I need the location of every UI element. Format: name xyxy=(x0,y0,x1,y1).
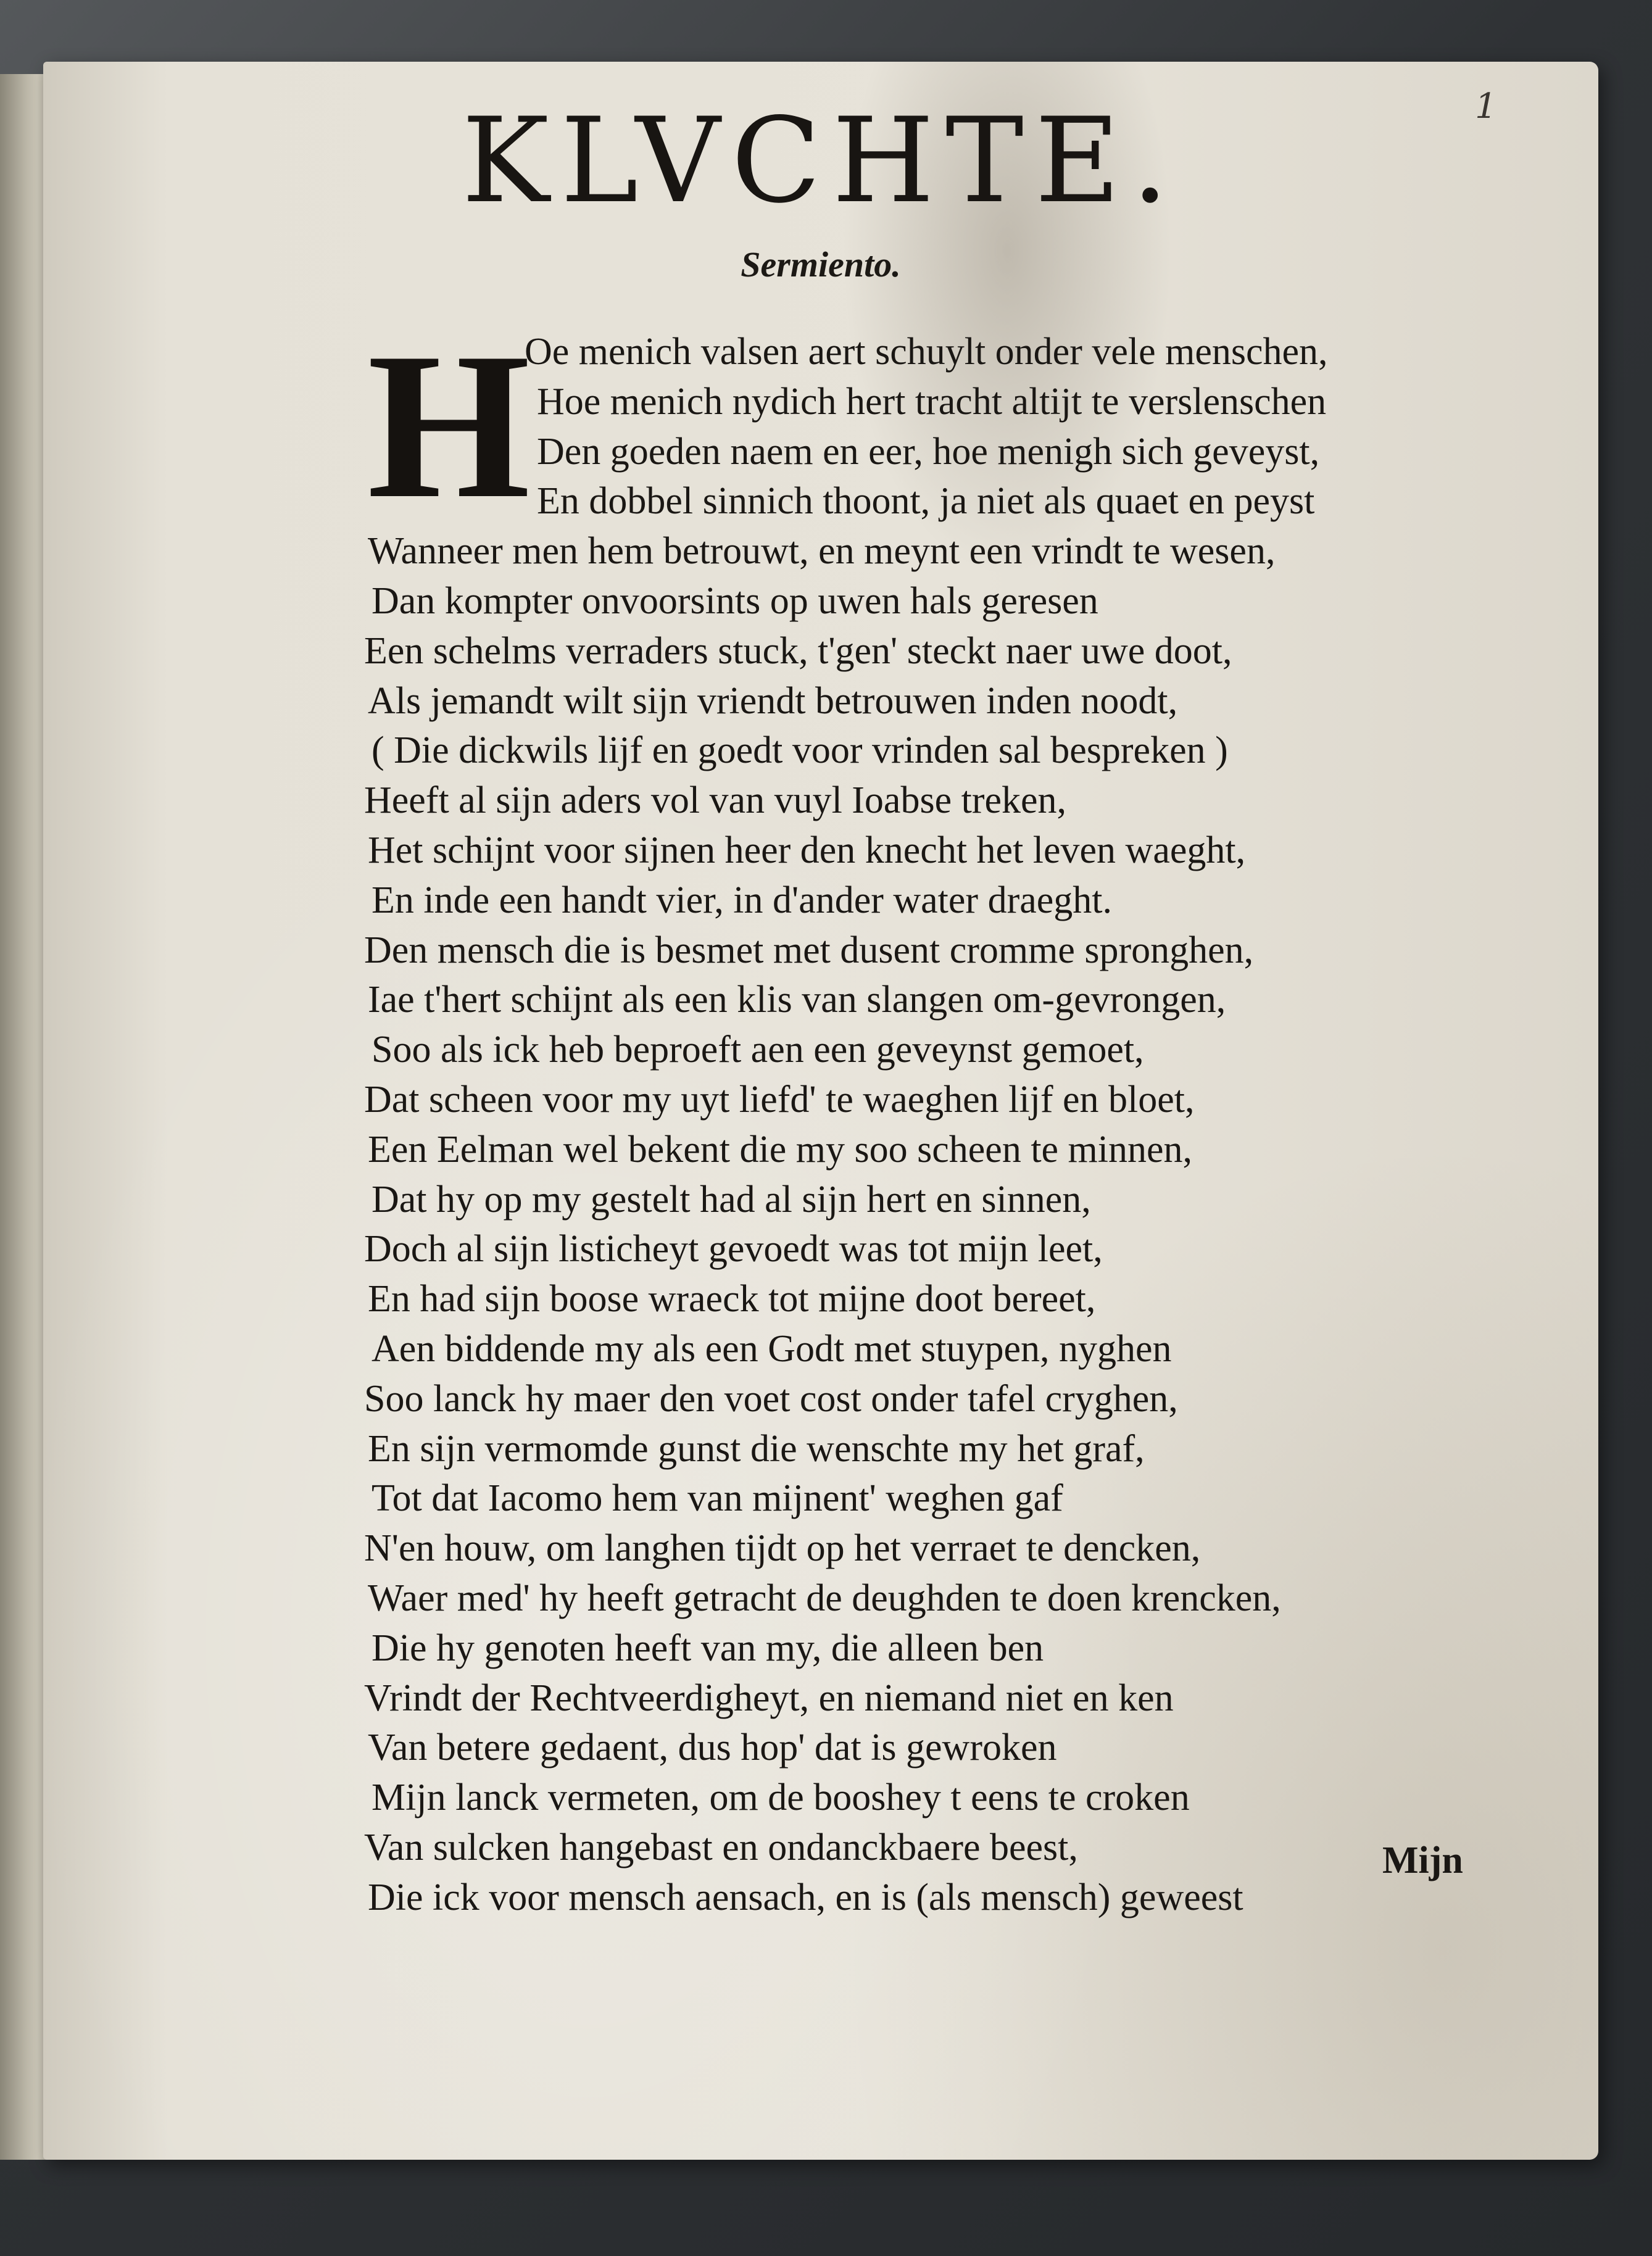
verse-line: En inde een handt vier, in d'ander water draeght. xyxy=(371,879,1112,921)
verse-line: Een Eelman wel bekent die my soo scheen te minnen, xyxy=(368,1129,1193,1171)
catchword: Mijn xyxy=(1382,1839,1463,1881)
verse-line: Dan kompter onvoorsints op uwen hals geresen xyxy=(371,580,1098,622)
verse-line: Die ick voor mensch aensach, en is (als mensch) geweest xyxy=(368,1877,1243,1918)
verse-line: Mijn lanck vermeten, om de booshey t eens te croken xyxy=(371,1777,1190,1818)
page-number: 1 xyxy=(1475,86,1497,126)
verse-line: N'en houw, om langhen tijdt op het verraet te dencken, xyxy=(364,1527,1201,1569)
speaker-name: Sermiento. xyxy=(741,244,901,284)
book-page xyxy=(43,62,1598,2160)
verse-line: Waer med' hy heeft getracht de deughden te doen krencken, xyxy=(368,1577,1281,1619)
verse-line: ( Die dickwils lijf en goedt voor vrinden sal bespreken ) xyxy=(371,729,1228,771)
verse-line: Dat hy op my gestelt had al sijn hert en sinnen, xyxy=(371,1179,1091,1221)
verse-line: En had sijn boose wraeck tot mijne doot bereet, xyxy=(368,1278,1096,1320)
verse-line: Hoe menich nydich hert tracht altijt te verslenschen xyxy=(537,381,1327,423)
verse-line: Aen biddende my als een Godt met stuypen, nyghen xyxy=(371,1328,1172,1370)
verse-line: Den mensch die is besmet met dusent cromme spronghen, xyxy=(364,929,1254,971)
verse-line: Den goeden naem en eer, hoe menigh sich geveyst, xyxy=(537,431,1320,473)
verse-line: Een schelms verraders stuck, t'gen' steckt naer uwe doot, xyxy=(364,630,1232,672)
verse-line: Soo lanck hy maer den voet cost onder tafel cryghen, xyxy=(364,1378,1178,1420)
verse-line: Doch al sijn listicheyt gevoedt was tot mijn leet, xyxy=(364,1228,1103,1270)
verse-line: Van betere gedaent, dus hop' dat is gewroken xyxy=(368,1727,1057,1769)
drop-capital: H xyxy=(367,309,531,542)
verse-line: Oe menich valsen aert schuylt onder vele menschen, xyxy=(525,331,1328,373)
verse-line: Tot dat Iacomo hem van mijnent' weghen gaf xyxy=(371,1477,1063,1519)
verse-line: Van sulcken hangebast en ondanckbaere beest, xyxy=(364,1827,1078,1868)
verse-line: Wanneer men hem betrouwt, en meynt een vrindt te wesen, xyxy=(368,530,1276,572)
verse-line: Vrindt der Rechtveerdigheyt, en niemand niet en ken xyxy=(364,1677,1174,1719)
verse-line: En dobbel sinnich thoont, ja niet als quaet en peyst xyxy=(537,480,1315,522)
verse-line: Dat scheen voor my uyt liefd' te waeghen lijf en bloet, xyxy=(364,1079,1195,1121)
verse-line: Het schijnt voor sijnen heer den knecht het leven waeght, xyxy=(368,829,1246,871)
verse-line: Soo als ick heb beproeft aen een geveynst gemoet, xyxy=(371,1029,1144,1071)
verse-line: Als jemandt wilt sijn vriendt betrouwen inden noodt, xyxy=(368,680,1178,722)
verse-line: Heeft al sijn aders vol van vuyl Ioabse treken, xyxy=(364,779,1067,821)
verse-line: En sijn vermomde gunst die wenschte my het graf, xyxy=(368,1428,1145,1470)
verse-line: Die hy genoten heeft van my, die alleen ben xyxy=(371,1627,1044,1669)
verse-line: Iae t'hert schijnt als een klis van slangen om-gevrongen, xyxy=(368,979,1226,1021)
page-title: KLVCHTE. xyxy=(462,93,1180,229)
